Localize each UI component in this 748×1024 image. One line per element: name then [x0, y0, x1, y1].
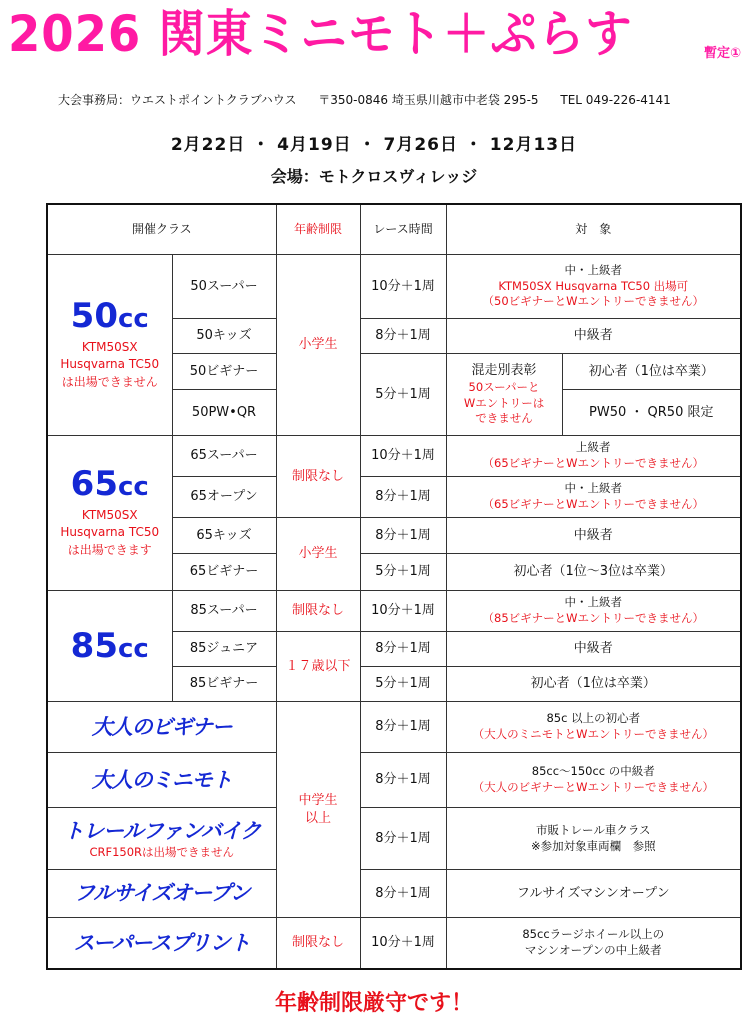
class-50-kids: 50キッズ [172, 319, 276, 354]
class-65-kids: 65キッズ [172, 518, 276, 554]
target-65-open: 中・上級者 （65ビギナーとWエントリーできません） [446, 477, 741, 518]
time-65-super: 10分＋1周 [360, 436, 446, 477]
age-limit-warning: 年齢制限厳守です！ [274, 991, 473, 1016]
class-adult-beginner: 大人のビギナー [47, 702, 276, 753]
target-trail-fun-bike: 市販トレール車クラス ※参加対象車両欄 参照 [446, 808, 741, 870]
office-address: 〒350-0846 埼玉県川越市中老袋 295-5 [318, 93, 539, 107]
table-row [47, 702, 741, 753]
table-row [47, 255, 741, 319]
target-85-super: 中・上級者 （85ビギナーとWエントリーできません） [446, 591, 741, 632]
class-full-size-open: フルサイズオープン [47, 870, 276, 918]
target-adult-beginner: 85c 以上の初心者 （大人のミニモトとWエントリーできません） [446, 702, 741, 753]
office-tel: TEL 049-226-4141 [560, 93, 671, 107]
table-row [47, 918, 741, 969]
class-65-beginner: 65ビギナー [172, 554, 276, 591]
age-85-super: 制限なし [276, 591, 360, 632]
target-full-size-open: フルサイズマシンオープン [446, 870, 741, 918]
table-row [47, 870, 741, 918]
class-50-pwqr: 50PW•QR [172, 390, 276, 436]
age-50: 小学生 [276, 255, 360, 436]
table-row [47, 808, 741, 870]
target-50-super: 中・上級者 KTM50SX Husqvarna TC50 出場可 （50ビギナーとWエントリーできません） [446, 255, 741, 319]
header-row [47, 204, 741, 255]
class-65-open: 65オープン [172, 477, 276, 518]
office-info [58, 91, 671, 108]
time-85-beginner: 5分＋1周 [360, 667, 446, 702]
group-50cc [47, 255, 172, 436]
page-title [8, 2, 708, 66]
tentative-label: 暫定① [704, 46, 742, 61]
time-adult-beginner: 8分＋1周 [360, 702, 446, 753]
table-row [47, 591, 741, 632]
header-age: 年齢制限 [276, 204, 360, 255]
target-65-beginner: 初心者（1位～3位は卒業） [446, 554, 741, 591]
group-50cc-note: KTM50SX Husqvarna TC50 は出場できません [60, 339, 160, 389]
group-85cc-title: 85cc [70, 626, 149, 666]
time-85-junior: 8分＋1周 [360, 632, 446, 667]
event-venue: 会場：モトクロスヴィレッジ [270, 167, 478, 186]
target-50-pwqr: PW50 ・ QR50 限定 [562, 390, 741, 436]
target-50-kids: 中級者 [446, 319, 741, 354]
group-85cc [47, 591, 172, 702]
table-row [47, 753, 741, 808]
class-65-super: 65スーパー [172, 436, 276, 477]
target-50-beginner: 初心者（1位は卒業） [562, 354, 741, 390]
header-class: 開催クラス [47, 204, 276, 255]
target-85-beginner: 初心者（1位は卒業） [446, 667, 741, 702]
time-50-kids: 8分＋1周 [360, 319, 446, 354]
time-super-sprint: 10分＋1周 [360, 918, 446, 969]
class-trail-fun-bike: トレールファンバイク CRF150Rは出場できません [47, 808, 276, 870]
class-85-super: 85スーパー [172, 591, 276, 632]
class-85-junior: 85ジュニア [172, 632, 276, 667]
time-50-super: 10分＋1周 [360, 255, 446, 319]
time-50-beginner: 5分＋1周 [360, 354, 446, 436]
title-text: 2026 関東ミニモト＋ぷらす [8, 5, 633, 63]
class-50-beginner: 50ビギナー [172, 354, 276, 390]
time-full-size-open: 8分＋1周 [360, 870, 446, 918]
time-trail-fun-bike: 8分＋1周 [360, 808, 446, 870]
class-50-super: 50スーパー [172, 255, 276, 319]
class-85-beginner: 85ビギナー [172, 667, 276, 702]
office-label: 大会事務局：ウエストポイントクラブハウス [58, 93, 297, 107]
group-65cc [47, 436, 172, 591]
target-adult-minimoto: 85cc～150cc の中級者 （大人のビギナーとWエントリーできません） [446, 753, 741, 808]
group-50cc-title: 50cc [70, 295, 149, 336]
schedule-table [46, 203, 742, 970]
age-65-kids: 小学生 [276, 518, 360, 591]
age-super-sprint: 制限なし [276, 918, 360, 969]
target-super-sprint: 85ccラージホイール以上の マシンオープンの中上級者 [446, 918, 741, 969]
mixed-award-note: 混走別表彰 50スーパーと Wエントリーは できません [446, 354, 562, 436]
class-super-sprint: スーパースプリント [47, 918, 276, 969]
time-65-kids: 8分＋1周 [360, 518, 446, 554]
class-adult-minimoto: 大人のミニモト [47, 753, 276, 808]
header-target: 対 象 [446, 204, 741, 255]
time-85-super: 10分＋1周 [360, 591, 446, 632]
target-65-super: 上級者 （65ビギナーとWエントリーできません） [446, 436, 741, 477]
time-adult-minimoto: 8分＋1周 [360, 753, 446, 808]
table-row [47, 436, 741, 477]
group-65cc-note: KTM50SX Husqvarna TC50 は出場できます [60, 507, 160, 557]
time-65-open: 8分＋1周 [360, 477, 446, 518]
age-65-open: 制限なし [276, 436, 360, 518]
group-65cc-title: 65cc [70, 463, 149, 504]
target-85-junior: 中級者 [446, 632, 741, 667]
target-65-kids: 中級者 [446, 518, 741, 554]
age-85-junior: １７歳以下 [276, 632, 360, 702]
header-time: レース時間 [360, 204, 446, 255]
age-adult: 中学生 以上 [276, 702, 360, 918]
event-dates: 2月22日 ・ 4月19日 ・ 7月26日 ・ 12月13日 [170, 135, 578, 155]
time-65-beginner: 5分＋1周 [360, 554, 446, 591]
